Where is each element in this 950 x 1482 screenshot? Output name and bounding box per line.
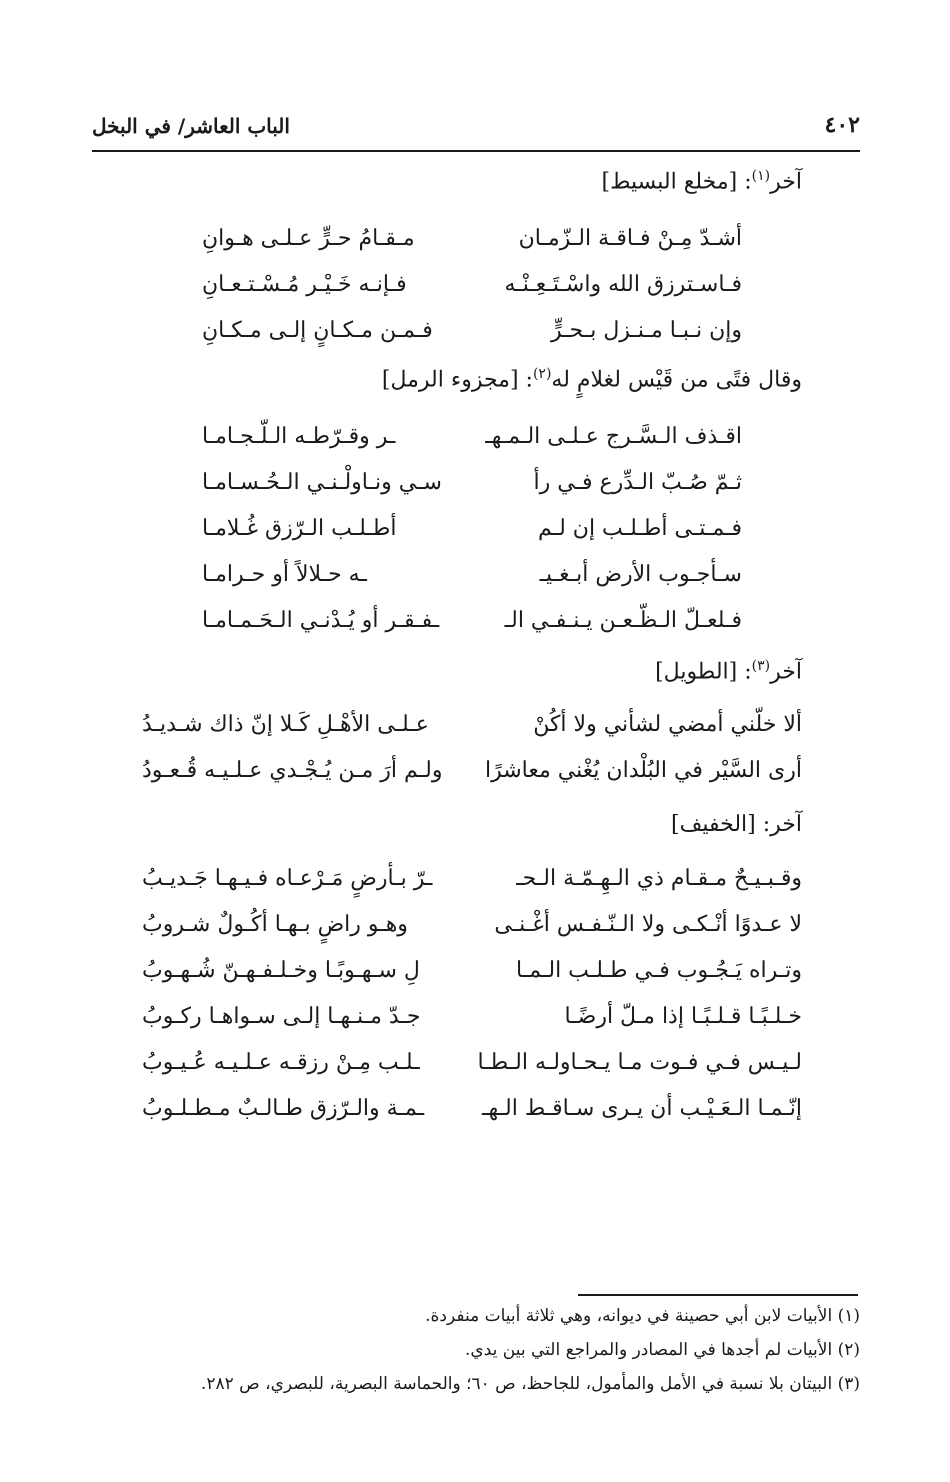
first-hemistich: فـاسـترزق الله واسْـتَـعِـنْـه: [504, 272, 742, 297]
meter-label: : [الخفيف]: [671, 812, 771, 837]
verse-line: [142, 958, 802, 998]
section-intro: آخر: [الخفيف]: [671, 812, 802, 837]
second-hemistich: أطـلـب الـرّزق غُـلامـا: [202, 516, 397, 541]
first-hemistich: فـمـتـى أطـلـب إن لـم: [538, 516, 742, 541]
page-number: ٤٠٢: [824, 112, 860, 138]
verse-line: [202, 226, 742, 266]
second-hemistich: عـلـى الأهْـلِ كَـلا إنّ ذاك شـديـدُ: [142, 712, 429, 737]
verse-line: [142, 712, 802, 752]
first-hemistich: أشـدّ مِـنْ فـاقـة الـزّمـان: [518, 226, 742, 251]
first-hemistich: وقـبـيـحٌ مـقـام ذي الـهِـمّـة الـحـ: [516, 866, 802, 891]
second-hemistich: جـدّ مـنـهـا إلـى سـواهـا ركـوبُ: [142, 1004, 421, 1029]
footnote-divider: [578, 1294, 858, 1296]
footnote: (٢) الأبيات لم أجدها في المصادر والمراجع التي بين يدي.: [464, 1340, 860, 1360]
second-hemistich: ـه حـلالاً أو حـرامـا: [202, 562, 367, 587]
first-hemistich: أرى السَّيْر في البُلْدان يُغْني معاشرًا: [484, 758, 802, 783]
verse-line: [142, 758, 802, 798]
first-hemistich: لا عـدوًا أنْـكـى ولا الـنّـفـس أغْـنـى: [494, 912, 802, 937]
verse-line: [202, 516, 742, 556]
second-hemistich: ـمـة والـرّزق طـالـبٌ مـطـلـوبُ: [142, 1096, 425, 1121]
first-hemistich: ثـمّ صُـبّ الـدِّرع فـي رأ: [533, 470, 742, 495]
meter-label: : [مجزوء الرمل]: [381, 367, 533, 393]
first-hemistich: فـلعـلّ الـظّـعـن يـنـفـي الـ: [504, 608, 742, 633]
section-intro: آخر$^{(٣)}$: [الطويل]: [655, 658, 802, 685]
verse-line: [142, 1096, 802, 1136]
meter-label: : [الطويل]: [655, 659, 752, 685]
verse-line: [202, 272, 742, 312]
footnote: (٣) البيتان بلا نسبة في الأمل والمأمول، للجاحظ، ص ٦٠؛ والحماسة البصرية، للبصري، ص ٢٨٢.: [200, 1374, 860, 1394]
first-hemistich: إنّـمـا الـعَـيْـب أن يـرى سـاقـط الـهـ: [482, 1096, 802, 1121]
verse-line: [142, 912, 802, 952]
section-intro: آخر$^{(١)}$: [مخلع البسيط]: [601, 168, 802, 195]
section-intro: وقال فتًى من قَيْس لغلامٍ له$^{(٢)}$: [مجزوء الرمل]: [381, 366, 802, 393]
second-hemistich: وهـو راضٍ بـهـا أكُـولٌ شـروبُ: [142, 912, 408, 937]
verse-line: [202, 424, 742, 464]
second-hemistich: ـرّ بـأرضٍ مَـرْعـاه فـيـهـا جَـديـبُ: [142, 866, 433, 891]
second-hemistich: ـفـقـر أو يُـدْنـي الـحَـمـامـا: [202, 608, 440, 633]
second-hemistich: سـي ونـاولْـنـي الـحُـسـامـا: [202, 470, 442, 495]
footnote-ref: (٣): [751, 658, 771, 674]
footnote-ref: (٢): [532, 366, 552, 382]
page-header: [92, 108, 860, 148]
first-hemistich: ألا خلّني أمضي لشأني ولا أكُنْ: [533, 712, 802, 737]
verse-line: [142, 866, 802, 906]
first-hemistich: وتـراه يَـجُـوب فـي طـلـب الـمـا: [516, 958, 802, 983]
second-hemistich: فـإنـه خَـيْـر مُـسْـتـعـانِ: [202, 272, 407, 297]
header-divider: [92, 150, 860, 152]
second-hemistich: ولـم أرَ مـن يُـجْـدي عـلـيـه قُـعـودُ: [142, 758, 443, 783]
first-hemistich: خـلـبًـا قـلـبًـا إذا مـلّ أرضًـا: [564, 1004, 802, 1029]
footnote-ref: (١): [751, 168, 771, 184]
verse-line: [202, 318, 742, 358]
verse-line: [142, 1004, 802, 1044]
verse-line: [202, 608, 742, 648]
running-title: الباب العاشر/ في البخل: [92, 114, 290, 138]
verse-line: [142, 1050, 802, 1090]
verse-line: [202, 562, 742, 602]
second-hemistich: ـلـب مِـنْ رزقـه عـلـيـه عُـيـوبُ: [142, 1050, 420, 1075]
first-hemistich: لـيـس فـي فـوت مـا يـحـاولـه الـطـا: [477, 1050, 802, 1075]
first-hemistich: اقـذف الـسَّـرج عـلـى الـمـهـ: [485, 424, 742, 449]
second-hemistich: ـر وقـرّطـه الـلّـجـامـا: [202, 424, 396, 449]
footnote: (١) الأبيات لابن أبي حصينة في ديوانه، وهي ثلاثة أبيات منفردة.: [425, 1306, 860, 1326]
first-hemistich: سـأجـوب الأرض أبـغـيـ: [539, 562, 742, 587]
second-hemistich: لِ سـهـوبًـا وخـلـفـهـنّ شُـهـوبُ: [142, 958, 420, 983]
meter-label: : [مخلع البسيط]: [601, 169, 752, 195]
first-hemistich: وإن نـبـا مـنـزل بـحـرٍّ: [550, 318, 742, 343]
verse-line: [202, 470, 742, 510]
second-hemistich: مـقـامُ حـرٍّ عـلـى هـوانِ: [202, 226, 415, 251]
second-hemistich: فـمـن مـكـانٍ إلـى مـكـانِ: [202, 318, 433, 343]
